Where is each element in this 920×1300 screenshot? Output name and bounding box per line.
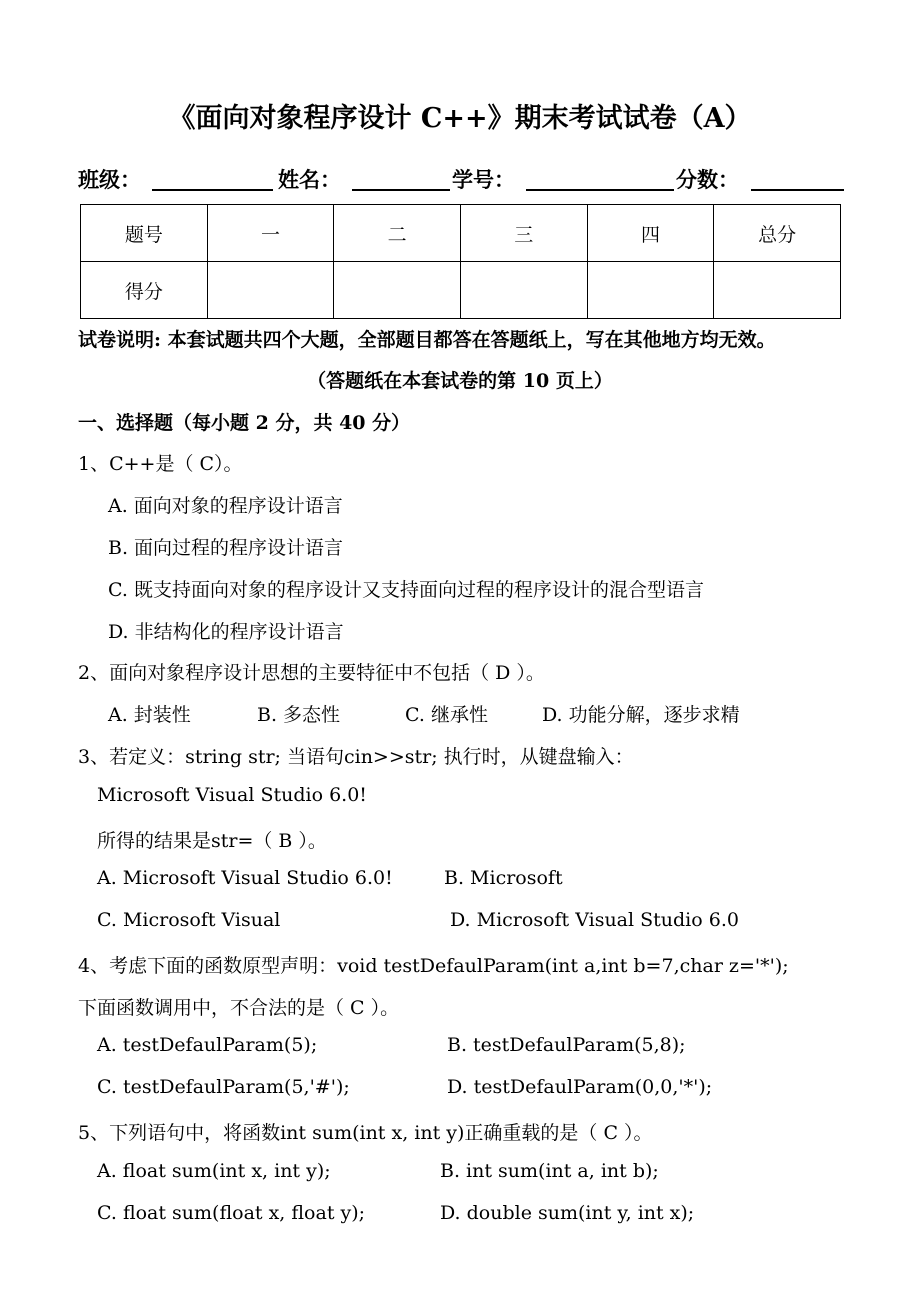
name-blank[interactable] <box>352 189 450 191</box>
question-5-stem: 5、下列语句中，将函数int sum(int x, int y)正确重载的是（ C ）。 <box>78 1122 653 1144</box>
question-2-option-a: A. 封装性 <box>108 704 191 726</box>
header-cell: 一 <box>207 205 334 262</box>
header-cell: 三 <box>460 205 587 262</box>
question-1-option-c: C. 既支持面向对象的程序设计又支持面向过程的程序设计的混合型语言 <box>108 579 704 601</box>
question-4-stem-continued: 下面函数调用中，不合法的是（ C ）。 <box>78 997 400 1019</box>
header-cell: 二 <box>334 205 461 262</box>
score-cell[interactable] <box>460 262 587 319</box>
answer-sheet-note: （答题纸在本套试卷的第 10 页上） <box>307 370 613 392</box>
score-table-score-row <box>81 262 841 319</box>
class-label: 班级： <box>78 167 141 192</box>
score-label: 分数： <box>676 167 739 192</box>
score-table-header-row <box>81 205 841 262</box>
question-2-option-c: C. 继承性 <box>405 704 488 726</box>
question-1-option-a: A. 面向对象的程序设计语言 <box>108 495 343 517</box>
header-cell: 四 <box>587 205 714 262</box>
class-blank[interactable] <box>152 189 273 191</box>
section-heading: 一、选择题（每小题 2 分，共 40 分） <box>78 412 411 434</box>
score-cell[interactable] <box>714 262 841 319</box>
question-3-option-c: C. Microsoft Visual <box>97 909 281 931</box>
question-2-stem: 2、面向对象程序设计思想的主要特征中不包括（ D ）。 <box>78 662 545 684</box>
exam-instructions: 试卷说明: 本套试题共四个大题，全部题目都答在答题纸上，写在其他地方均无效。 <box>78 329 776 351</box>
question-5-option-c: C. float sum(float x, float y); <box>97 1202 366 1224</box>
question-5-option-d: D. double sum(int y, int x); <box>440 1202 695 1224</box>
question-4-option-b: B. testDefaulParam(5,8); <box>447 1034 686 1056</box>
question-2-option-b: B. 多态性 <box>257 704 341 726</box>
exam-title: 《面向对象程序设计 C++》期末考试试卷（A） <box>168 103 752 134</box>
score-cell[interactable] <box>334 262 461 319</box>
question-2-option-d: D. 功能分解，逐步求精 <box>542 704 740 726</box>
question-5-option-b: B. int sum(int a, int b); <box>440 1160 659 1182</box>
score-cell[interactable] <box>587 262 714 319</box>
question-4-stem: 4、考虑下面的函数原型声明：void testDefaulParam(int a,int b=7,char z='*'); <box>78 955 789 977</box>
question-1-option-b: B. 面向过程的程序设计语言 <box>108 537 344 559</box>
row-label-cell: 得分 <box>81 262 208 319</box>
student-id-blank[interactable] <box>526 189 674 191</box>
question-3-option-d: D. Microsoft Visual Studio 6.0 <box>450 909 739 931</box>
score-blank[interactable] <box>751 189 844 191</box>
header-cell: 题号 <box>81 205 208 262</box>
question-3-input: Microsoft Visual Studio 6.0! <box>97 784 367 806</box>
question-3-result: 所得的结果是str=（ B ）。 <box>97 830 327 852</box>
student-id-label: 学号： <box>452 167 515 192</box>
header-cell: 总分 <box>714 205 841 262</box>
question-1-option-d: D. 非结构化的程序设计语言 <box>108 621 344 643</box>
question-4-option-c: C. testDefaulParam(5,'#'); <box>97 1076 350 1098</box>
question-3-option-a: A. Microsoft Visual Studio 6.0! <box>97 867 393 889</box>
name-label: 姓名： <box>278 167 341 192</box>
question-3-option-b: B. Microsoft <box>444 867 563 889</box>
score-table <box>80 204 841 319</box>
question-4-option-d: D. testDefaulParam(0,0,'*'); <box>447 1076 713 1098</box>
question-4-option-a: A. testDefaulParam(5); <box>97 1034 318 1056</box>
question-1-stem: 1、C++是（ C）。 <box>78 453 243 475</box>
question-3-stem: 3、若定义：string str; 当语句cin>>str; 执行时，从键盘输入： <box>78 746 634 768</box>
question-5-option-a: A. float sum(int x, int y); <box>97 1160 331 1182</box>
score-cell[interactable] <box>207 262 334 319</box>
